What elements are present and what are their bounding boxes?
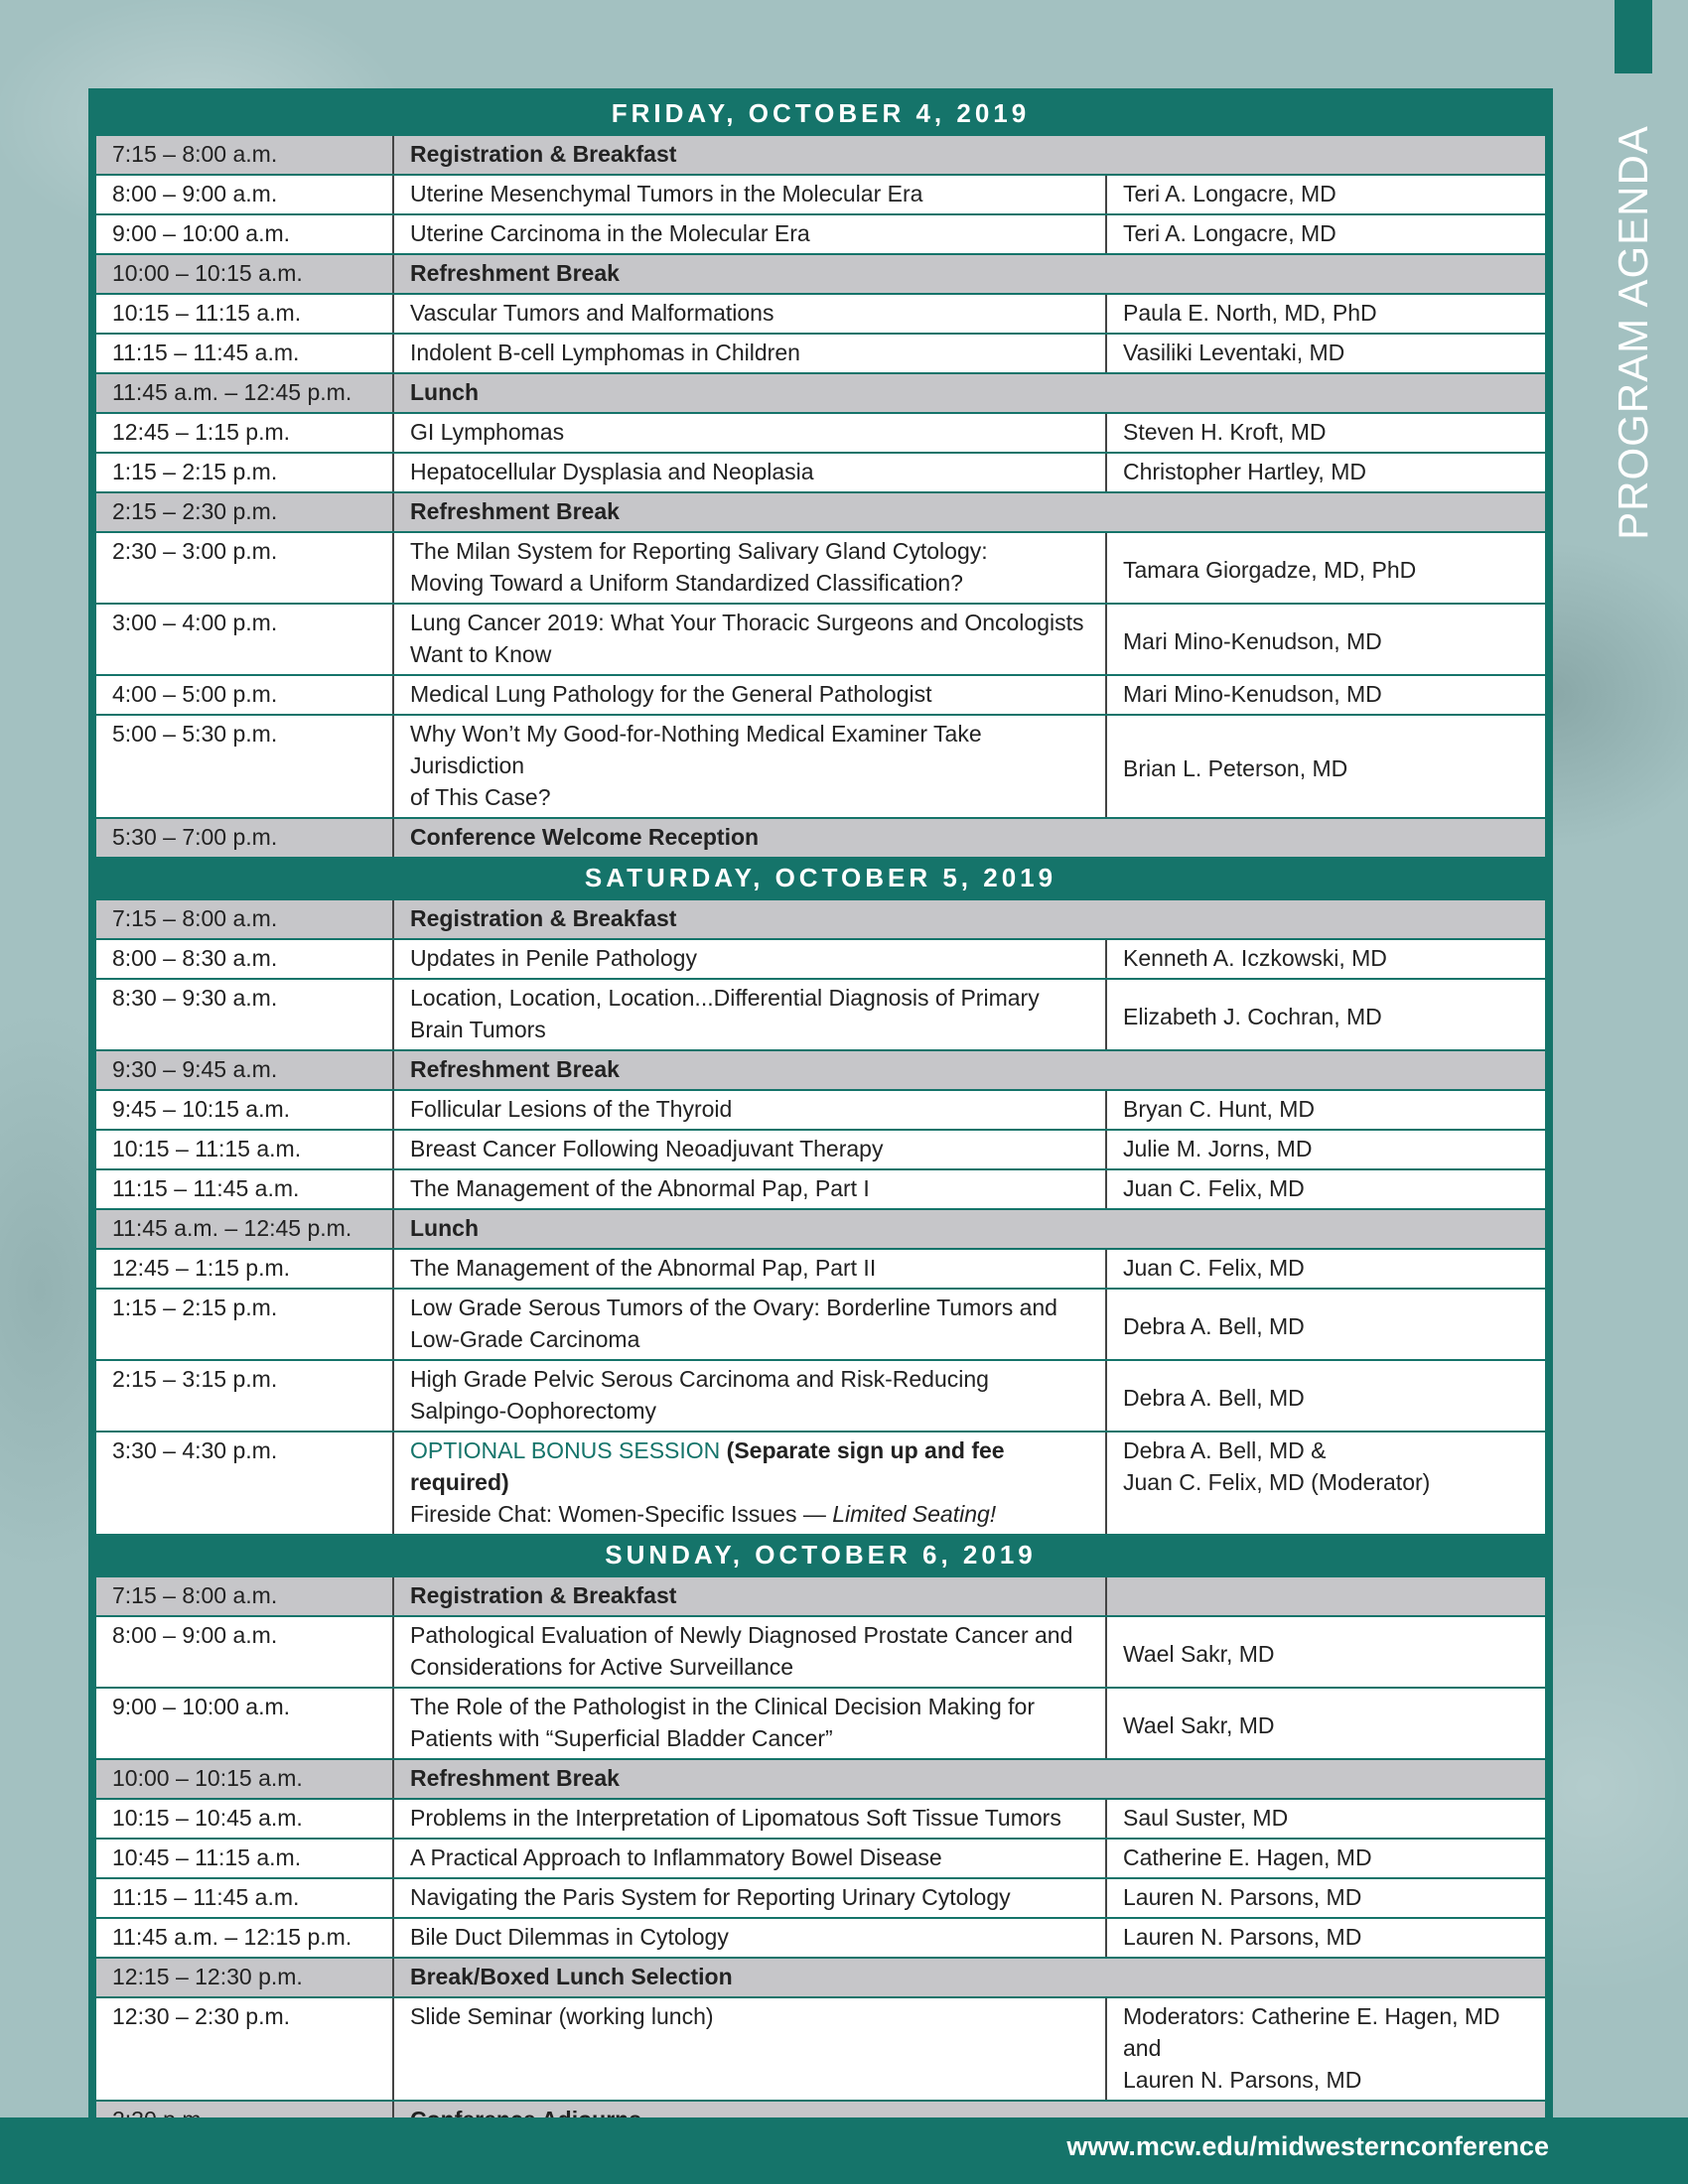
session-title-line: Why Won’t My Good-for-Nothing Medical Examiner Take Jurisdiction [410, 721, 982, 778]
session-title-line: Location, Location, Location...Differential Diagnosis of Primary [410, 985, 1040, 1011]
session-title-line: Salpingo-Oophorectomy [410, 1398, 657, 1424]
speaker-cell: Wael Sakr, MD [1105, 1617, 1545, 1687]
session-title: Breast Cancer Following Neoadjuvant Therapy [392, 1131, 1105, 1168]
speaker-line: Juan C. Felix, MD (Moderator) [1123, 1469, 1431, 1495]
side-title [1609, 119, 1658, 546]
time-cell: 10:00 – 10:15 a.m. [96, 255, 392, 293]
bonus-label: OPTIONAL BONUS SESSION [410, 1437, 721, 1463]
time-cell: 7:15 – 8:00 a.m. [96, 136, 392, 174]
speaker-cell: Mari Mino-Kenudson, MD [1105, 676, 1545, 714]
session-title-line: Low Grade Serous Tumors of the Ovary: Borderline Tumors and [410, 1295, 1057, 1320]
time-cell: 12:30 – 2:30 p.m. [96, 1998, 392, 2100]
session-title [392, 1433, 1105, 1534]
day-header-friday: FRIDAY, OCTOBER 4, 2019 [611, 98, 1031, 128]
agenda-row-bonus [96, 1431, 1545, 1534]
speaker-line: Lauren N. Parsons, MD [1123, 2067, 1362, 2093]
session-title: Vascular Tumors and Malformations [392, 295, 1105, 333]
agenda-row [96, 213, 1545, 253]
agenda-row [96, 1049, 1545, 1089]
speaker-cell: Julie M. Jorns, MD [1105, 1131, 1545, 1168]
session-title: Refreshment Break [392, 1051, 1545, 1089]
speaker-cell: Catherine E. Hagen, MD [1105, 1840, 1545, 1877]
session-title: Refreshment Break [392, 493, 1545, 531]
agenda-row [96, 333, 1545, 372]
agenda-row [96, 674, 1545, 714]
speaker-line: Moderators: Catherine E. Hagen, MD and [1123, 2003, 1500, 2061]
speaker-cell: Christopher Hartley, MD [1105, 454, 1545, 491]
session-title: Registration & Breakfast [392, 136, 1545, 174]
agenda-row [96, 1359, 1545, 1431]
agenda-row [96, 412, 1545, 452]
footer-bar [0, 2117, 1688, 2184]
session-title [392, 980, 1105, 1049]
time-cell: 10:00 – 10:15 a.m. [96, 1760, 392, 1798]
session-title: Registration & Breakfast [392, 1577, 1105, 1615]
speaker-cell: Steven H. Kroft, MD [1105, 414, 1545, 452]
time-cell: 8:30 – 9:30 a.m. [96, 980, 392, 1049]
agenda-row [96, 491, 1545, 531]
session-title-line: of This Case? [410, 784, 551, 810]
agenda-row [96, 1129, 1545, 1168]
session-title: Break/Boxed Lunch Selection [392, 1959, 1545, 1996]
speaker-cell: Debra A. Bell, MD [1105, 1361, 1545, 1431]
agenda-row [96, 1798, 1545, 1838]
footer-url-link[interactable]: www.mcw.edu/midwesternconference [1066, 2131, 1549, 2161]
time-cell: 9:00 – 10:00 a.m. [96, 1689, 392, 1758]
agenda-row [96, 1615, 1545, 1687]
speaker-cell: Juan C. Felix, MD [1105, 1170, 1545, 1208]
session-title: Bile Duct Dilemmas in Cytology [392, 1919, 1105, 1957]
session-title-line: Want to Know [410, 641, 552, 667]
session-title: Conference Welcome Reception [392, 819, 1545, 857]
session-title [392, 1361, 1105, 1431]
session-title-line: Lung Cancer 2019: What Your Thoracic Surgeons and Oncologists [410, 610, 1084, 635]
session-title-line: Brain Tumors [410, 1017, 546, 1042]
speaker-cell: Tamara Giorgadze, MD, PhD [1105, 533, 1545, 603]
time-cell: 8:00 – 8:30 a.m. [96, 940, 392, 978]
bonus-title: Fireside Chat: Women-Specific Issues — [410, 1501, 833, 1527]
time-cell: 11:15 – 11:45 a.m. [96, 1170, 392, 1208]
side-title-text: PROGRAM AGENDA [1610, 125, 1656, 540]
session-title: Refreshment Break [392, 255, 1545, 293]
agenda-row [96, 938, 1545, 978]
time-cell: 10:15 – 11:15 a.m. [96, 1131, 392, 1168]
session-title-line: Moving Toward a Uniform Standardized Classification? [410, 570, 963, 596]
time-cell: 7:15 – 8:00 a.m. [96, 900, 392, 938]
session-title: Follicular Lesions of the Thyroid [392, 1091, 1105, 1129]
session-title [392, 533, 1105, 603]
session-title: The Management of the Abnormal Pap, Part I [392, 1170, 1105, 1208]
session-title: Indolent B-cell Lymphomas in Children [392, 335, 1105, 372]
speaker-cell: Mari Mino-Kenudson, MD [1105, 605, 1545, 674]
session-title: Uterine Mesenchymal Tumors in the Molecular Era [392, 176, 1105, 213]
session-title: Lunch [392, 374, 1545, 412]
time-cell: 12:45 – 1:15 p.m. [96, 414, 392, 452]
session-title: Problems in the Interpretation of Lipomatous Soft Tissue Tumors [392, 1800, 1105, 1838]
agenda-row [96, 714, 1545, 817]
speaker-line: Debra A. Bell, MD & [1123, 1437, 1327, 1463]
session-title [392, 716, 1105, 817]
agenda-row [96, 1758, 1545, 1798]
time-cell: 1:15 – 2:15 p.m. [96, 1290, 392, 1359]
agenda-row [96, 1957, 1545, 1996]
time-cell: 8:00 – 9:00 a.m. [96, 176, 392, 213]
session-title [392, 605, 1105, 674]
session-title-line: High Grade Pelvic Serous Carcinoma and Risk-Reducing [410, 1366, 989, 1392]
agenda-row [96, 1838, 1545, 1877]
speaker-cell: Lauren N. Parsons, MD [1105, 1879, 1545, 1917]
agenda-row [96, 978, 1545, 1049]
time-cell: 11:45 a.m. – 12:15 p.m. [96, 1919, 392, 1957]
speaker-cell: Teri A. Longacre, MD [1105, 176, 1545, 213]
speaker-cell [1105, 1433, 1545, 1534]
speaker-cell: Paula E. North, MD, PhD [1105, 295, 1545, 333]
session-title [392, 1689, 1105, 1758]
agenda-row [96, 1208, 1545, 1248]
session-title: Slide Seminar (working lunch) [392, 1998, 1105, 2100]
agenda-row [96, 898, 1545, 938]
time-cell: 1:15 – 2:15 p.m. [96, 454, 392, 491]
time-cell: 9:45 – 10:15 a.m. [96, 1091, 392, 1129]
time-cell: 10:15 – 11:15 a.m. [96, 295, 392, 333]
bonus-italic: Limited Seating! [832, 1501, 997, 1527]
session-title [392, 1617, 1105, 1687]
speaker-cell: Lauren N. Parsons, MD [1105, 1919, 1545, 1957]
agenda-row [96, 1917, 1545, 1957]
speaker-cell [1105, 1998, 1545, 2100]
time-cell: 11:45 a.m. – 12:45 p.m. [96, 374, 392, 412]
session-title: Navigating the Paris System for Reporting Urinary Cytology [392, 1879, 1105, 1917]
agenda-row [96, 1575, 1545, 1615]
session-title-line: Patients with “Superficial Bladder Cancer” [410, 1725, 833, 1751]
agenda-row [96, 134, 1545, 174]
agenda-row [96, 603, 1545, 674]
speaker-cell: Elizabeth J. Cochran, MD [1105, 980, 1545, 1049]
agenda-row [96, 817, 1545, 857]
speaker-cell: Brian L. Peterson, MD [1105, 716, 1545, 817]
session-title: A Practical Approach to Inflammatory Bowel Disease [392, 1840, 1105, 1877]
agenda-row [96, 1089, 1545, 1129]
time-cell: 8:00 – 9:00 a.m. [96, 1617, 392, 1687]
bonus-note: (Separate sign up and fee required) [410, 1437, 1005, 1495]
agenda-row [96, 1996, 1545, 2100]
agenda-row [96, 372, 1545, 412]
agenda-row [96, 1687, 1545, 1758]
speaker-cell: Juan C. Felix, MD [1105, 1250, 1545, 1288]
time-cell: 2:15 – 3:15 p.m. [96, 1361, 392, 1431]
time-cell: 5:00 – 5:30 p.m. [96, 716, 392, 817]
time-cell: 5:30 – 7:00 p.m. [96, 819, 392, 857]
time-cell: 11:15 – 11:45 a.m. [96, 335, 392, 372]
time-cell: 11:15 – 11:45 a.m. [96, 1879, 392, 1917]
time-cell: 3:00 – 4:00 p.m. [96, 605, 392, 674]
bonus-line-2 [410, 1498, 1095, 1530]
session-title: Refreshment Break [392, 1760, 1545, 1798]
session-title: Updates in Penile Pathology [392, 940, 1105, 978]
time-cell: 9:00 – 10:00 a.m. [96, 215, 392, 253]
session-title: Medical Lung Pathology for the General Pathologist [392, 676, 1105, 714]
agenda-table [88, 88, 1553, 2147]
time-cell: 12:15 – 12:30 p.m. [96, 1959, 392, 1996]
time-cell: 11:45 a.m. – 12:45 p.m. [96, 1210, 392, 1248]
session-title [392, 1290, 1105, 1359]
session-title: Uterine Carcinoma in the Molecular Era [392, 215, 1105, 253]
speaker-cell: Saul Suster, MD [1105, 1800, 1545, 1838]
agenda-row [96, 1877, 1545, 1917]
agenda-row [96, 253, 1545, 293]
agenda-row [96, 1288, 1545, 1359]
time-cell: 4:00 – 5:00 p.m. [96, 676, 392, 714]
session-title: Registration & Breakfast [392, 900, 1545, 938]
speaker-cell: Teri A. Longacre, MD [1105, 215, 1545, 253]
session-title-line: The Milan System for Reporting Salivary Gland Cytology: [410, 538, 988, 564]
agenda-row [96, 1168, 1545, 1208]
session-title: Lunch [392, 1210, 1545, 1248]
session-title-line: Low-Grade Carcinoma [410, 1326, 640, 1352]
agenda-row [96, 174, 1545, 213]
session-title: Hepatocellular Dysplasia and Neoplasia [392, 454, 1105, 491]
time-cell: 3:30 – 4:30 p.m. [96, 1433, 392, 1534]
session-title: The Management of the Abnormal Pap, Part II [392, 1250, 1105, 1288]
time-cell: 7:15 – 8:00 a.m. [96, 1577, 392, 1615]
time-cell: 12:45 – 1:15 p.m. [96, 1250, 392, 1288]
speaker-cell: Kenneth A. Iczkowski, MD [1105, 940, 1545, 978]
day-header-saturday: SATURDAY, OCTOBER 5, 2019 [584, 863, 1057, 892]
speaker-cell: Debra A. Bell, MD [1105, 1290, 1545, 1359]
speaker-cell: Vasiliki Leventaki, MD [1105, 335, 1545, 372]
time-cell: 9:30 – 9:45 a.m. [96, 1051, 392, 1089]
agenda-row [96, 1248, 1545, 1288]
bonus-line-1 [410, 1434, 1095, 1498]
day-header-sunday: SUNDAY, OCTOBER 6, 2019 [605, 1540, 1037, 1570]
top-accent-bar [1615, 0, 1652, 73]
agenda-row [96, 531, 1545, 603]
time-cell: 2:30 – 3:00 p.m. [96, 533, 392, 603]
session-title-line: The Role of the Pathologist in the Clinical Decision Making for [410, 1694, 1035, 1719]
time-cell: 10:15 – 10:45 a.m. [96, 1800, 392, 1838]
speaker-cell [1105, 1577, 1545, 1615]
session-title-line: Pathological Evaluation of Newly Diagnosed Prostate Cancer and [410, 1622, 1073, 1648]
session-title: GI Lymphomas [392, 414, 1105, 452]
speaker-cell: Bryan C. Hunt, MD [1105, 1091, 1545, 1129]
session-title-line: Considerations for Active Surveillance [410, 1654, 794, 1680]
agenda-row [96, 293, 1545, 333]
time-cell: 10:45 – 11:15 a.m. [96, 1840, 392, 1877]
time-cell: 2:15 – 2:30 p.m. [96, 493, 392, 531]
speaker-cell: Wael Sakr, MD [1105, 1689, 1545, 1758]
agenda-row [96, 452, 1545, 491]
